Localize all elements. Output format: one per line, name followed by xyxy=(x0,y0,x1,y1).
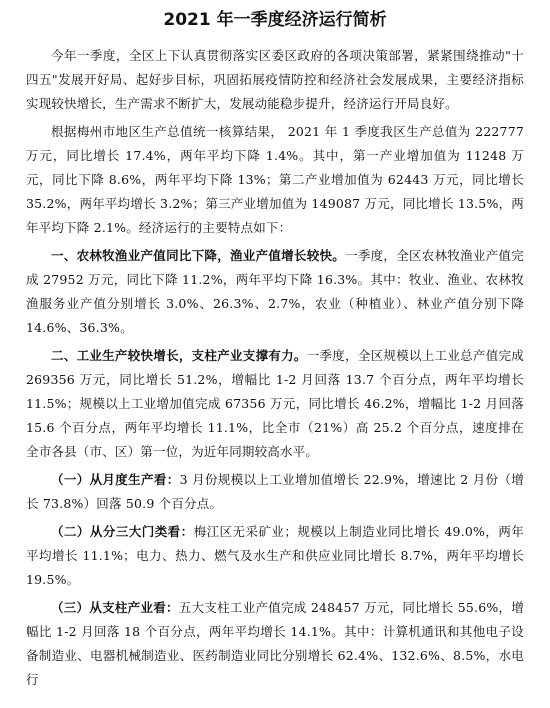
intro-paragraph: 今年一季度，全区上下认真贯彻落实区委区政府的各项决策部署，紧紧围绕推动"十四五"发展开好局、起好步目标，巩固拓展疫情防控和经济社会发展成果，主要经济指标实现较快增长，生产需求不断扩大，发展动能稳步提升，经济运行开局良好。 xyxy=(26,48,524,111)
industry-heading: 二、工业生产较快增长，支柱产业支撑有力。 xyxy=(51,348,307,363)
industry-paragraph xyxy=(26,344,524,464)
categories-heading: （二）从分三大门类看： xyxy=(51,524,194,539)
categories-body: 梅江区无采矿业；规模以上制造业同比增长 49.0%，两年平均增长 11.1%；电力、热力、燃气及水生产和供应业同比增长 8.7%，两年平均增长 19.5%。 xyxy=(26,524,524,587)
monthly-body: 3 月份规模以上工业增加值增长 22.9%，增速比 2 月份（增长 73.8%）回落 50.9 个百分点。 xyxy=(26,472,524,511)
pillar-body: 五大支柱工业产值完成 248457 万元，同比增长 55.6%，增幅比 1-2 月回落 18 个百分点，两年平均增长 14.1%。其中：计算机通讯和其他电子设备制造业、电器机械制造业、医药制造业同比分别增长 62.4%、132.6%、8.5%，水电行 xyxy=(26,600,524,687)
monthly-heading: （一）从月度生产看： xyxy=(51,472,180,487)
agriculture-heading: 一、农林牧渔业产值同比下降，渔业产值增长较快。 xyxy=(51,248,346,263)
agriculture-body: 一季度，全区农林牧渔业产值完成 27952 万元，同比下降 11.2%，两年平均下降 16.3%。其中：牧业、渔业、农林牧渔服务业产值分别增长 3.0%、26.3%、2.7%，农业（种植业）、林业产值分别下降 14.6%、36.3%。 xyxy=(26,248,524,335)
gdp-paragraph: 根据梅州市地区生产总值统一核算结果， 2021 年 1 季度我区生产总值为 222777 万元，同比增长 17.4%，两年平均下降 1.4%。其中，第一产业增加值为 11248 万元，同比下降 8.6%，两年平均下降 13%；第二产业增加值为 62443 万元，同比增长 35.2%，两年平均增长 3.2%；第三产业增加值为 149087 万元，同比增长 13.5%，两年平均下降 2.1%。经济运行的主要特点如下： xyxy=(26,124,524,235)
industry-body: 一季度，全区规模以上工业总产值完成 269356 万元，同比增长 51.2%，增幅比 1-2 月回落 13.7 个百分点，两年平均增长 11.5%；规模以上工业增加值完成 67356 万元，同比增长 46.2%，增幅比 1-2 月回落 15.6 个百分点，两年平均增长 11.1%，比全市（21%）高 25.2 个百分点，速度排在全市各县（市、区）第一位，为近年同期较高水平。 xyxy=(26,348,524,459)
pillar-paragraph xyxy=(26,596,524,692)
monthly-paragraph xyxy=(26,468,524,516)
pillar-heading: （三）从支柱产业看： xyxy=(51,600,179,615)
document-title: 2021 年一季度经济运行简析 xyxy=(163,10,387,30)
categories-paragraph xyxy=(26,520,524,592)
agriculture-paragraph xyxy=(26,244,524,340)
